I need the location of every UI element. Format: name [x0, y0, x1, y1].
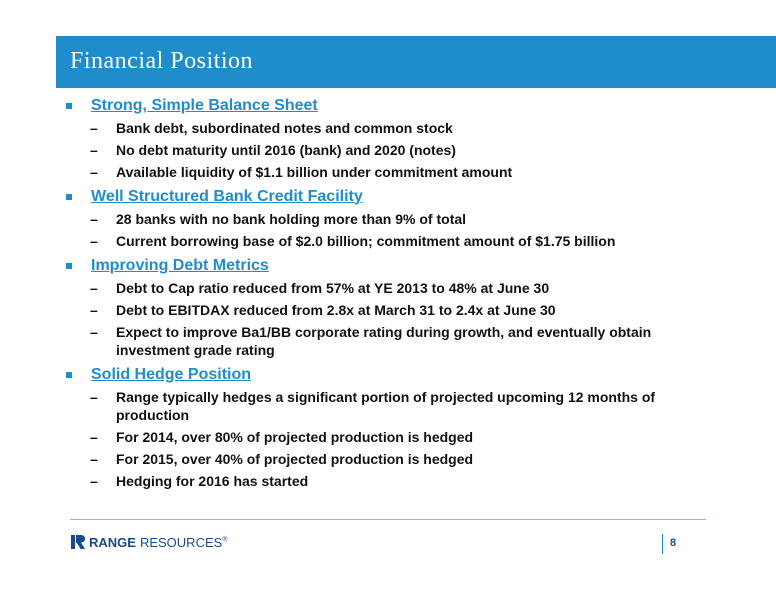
list-item-text: Hedging for 2016 has started — [116, 473, 309, 489]
logo-word-resources-text: RESOURCES — [139, 534, 223, 550]
list-item — [66, 301, 756, 319]
list-item — [66, 472, 756, 490]
list-item — [66, 279, 756, 297]
section-debt-metrics — [66, 254, 756, 359]
dash-bullet-icon: – — [90, 389, 98, 405]
list-item — [66, 119, 756, 137]
list-item-text: For 2014, over 80% of projected production is hedged — [116, 429, 474, 445]
dash-bullet-icon: – — [90, 120, 98, 136]
list-item — [66, 450, 756, 468]
dash-bullet-icon: – — [90, 164, 98, 180]
list-item — [66, 210, 756, 228]
list-item-text: Current borrowing base of $2.0 billion; commitment amount of $1.75 billion — [116, 233, 616, 249]
section-heading-row — [66, 363, 756, 386]
square-bullet-icon — [66, 194, 72, 200]
list-item — [66, 388, 756, 424]
section-hedge-position — [66, 363, 756, 490]
section-bank-credit-facility — [66, 185, 756, 250]
section-heading-row — [66, 185, 756, 208]
title-bar — [56, 36, 776, 88]
dash-bullet-icon: – — [90, 451, 98, 467]
section-heading-row — [66, 254, 756, 277]
list-item-text: 28 banks with no bank holding more than 9% of total — [116, 211, 467, 227]
list-item-text: Debt to Cap ratio reduced from 57% at YE 2013 to 48% at June 30 — [116, 280, 550, 296]
section-heading-row — [66, 94, 756, 117]
dash-bullet-icon: – — [90, 280, 98, 296]
dash-bullet-icon: – — [90, 211, 98, 227]
section-heading: Improving Debt Metrics — [91, 256, 269, 274]
bullet-list — [66, 94, 756, 494]
list-item-text: Range typically hedges a significant portion of projected upcoming 12 months of production — [116, 389, 656, 423]
list-item-text: Debt to EBITDAX reduced from 2.8x at March 31 to 2.4x at June 30 — [116, 302, 556, 318]
list-item-text: Bank debt, subordinated notes and common stock — [116, 120, 453, 136]
list-item — [66, 163, 756, 181]
logo-word-resources — [140, 535, 228, 550]
section-balance-sheet — [66, 94, 756, 181]
list-item-text: For 2015, over 40% of projected production is hedged — [116, 451, 474, 467]
list-item-text: Expect to improve Ba1/BB corporate rating during growth, and eventually obtain investment grade rating — [116, 324, 652, 358]
range-r-logo-icon — [70, 534, 86, 550]
square-bullet-icon — [66, 263, 72, 269]
list-item — [66, 141, 756, 159]
dash-bullet-icon: – — [90, 429, 98, 445]
square-bullet-icon — [66, 372, 72, 378]
dash-bullet-icon: – — [90, 324, 98, 340]
section-heading: Well Structured Bank Credit Facility — [91, 187, 363, 205]
section-heading: Solid Hedge Position — [91, 365, 252, 383]
page-number: 8 — [670, 537, 677, 549]
logo-word-range: RANGE — [89, 534, 136, 550]
dash-bullet-icon: – — [90, 233, 98, 249]
dash-bullet-icon: – — [90, 473, 98, 489]
square-bullet-icon — [66, 103, 72, 109]
dash-bullet-icon: – — [90, 142, 98, 158]
dash-bullet-icon: – — [90, 302, 98, 318]
company-logo — [70, 534, 227, 550]
list-item — [66, 428, 756, 446]
page-number-divider — [662, 534, 663, 554]
footer-divider — [70, 519, 706, 520]
list-item-text: Available liquidity of $1.1 billion under commitment amount — [116, 164, 513, 180]
list-item-text: No debt maturity until 2016 (bank) and 2020 (notes) — [116, 142, 456, 158]
page-title: Financial Position — [70, 48, 253, 74]
registered-mark: ® — [222, 536, 228, 544]
section-heading: Strong, Simple Balance Sheet — [91, 96, 318, 114]
list-item — [66, 232, 756, 250]
list-item — [66, 323, 756, 359]
